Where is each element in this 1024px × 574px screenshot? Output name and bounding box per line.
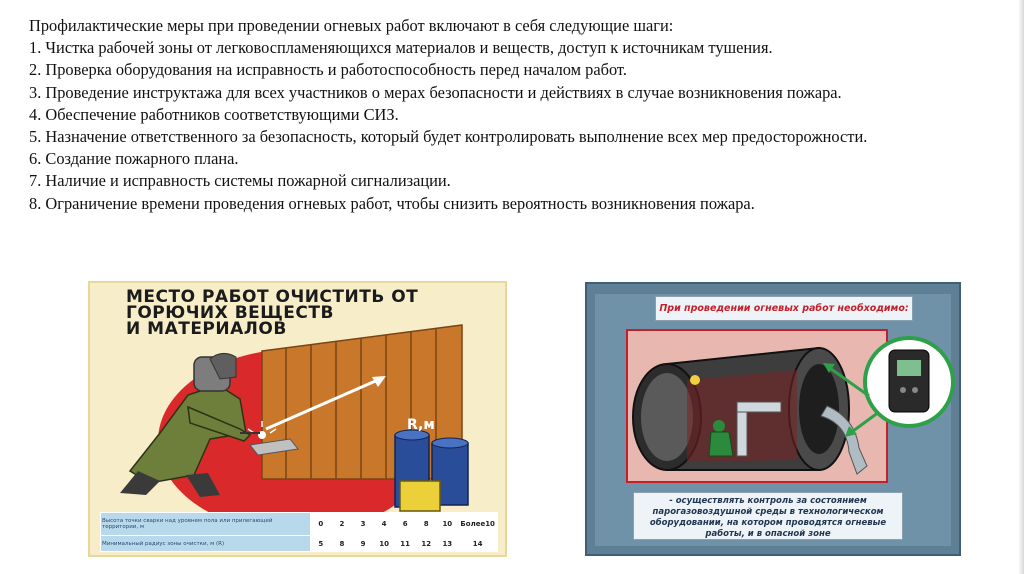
table-cell: 13	[437, 536, 458, 552]
table-cell: 11	[395, 536, 416, 552]
poster-right-heading: При проведении огневых работ необходимо:	[655, 296, 913, 321]
page-edge-shadow	[1018, 0, 1024, 574]
table-cell: 10	[374, 536, 395, 552]
poster-right-caption: - осуществлять контроль за состоянием парогазовоздушной среды в технологическом оборудовании, на котором проводятся огневые работы, и в опасной зоне	[633, 492, 903, 540]
step-5: 5. Назначение ответственного за безопасность, который будет контролировать выполнение всех мер предосторожности.	[29, 127, 868, 147]
table-cell: 6	[395, 513, 416, 536]
table-row	[101, 513, 498, 536]
step-7: 7. Наличие и исправность системы пожарной сигнализации.	[29, 171, 451, 191]
step-3: 3. Проведение инструктажа для всех участников о мерах безопасности и действиях в случае возникновения пожара.	[29, 82, 842, 102]
table-cell: 5	[310, 536, 331, 552]
lamp-icon	[690, 375, 700, 385]
table-cell: 4	[374, 513, 395, 536]
step-2: 2. Проверка оборудования на исправность и работоспособность перед началом работ.	[29, 60, 627, 80]
intro-text: Профилактические меры при проведении огневых работ включают в себя следующие шаги:	[29, 16, 674, 35]
step-1: 1. Чистка рабочей зоны от легковоспламеняющихся материалов и веществ, доступ к источникам тушения.	[29, 38, 773, 58]
table-cell: Более10	[458, 513, 498, 536]
table-cell: 9	[352, 536, 373, 552]
table-cell: 12	[416, 536, 437, 552]
table-cell: 8	[331, 536, 352, 552]
poster-left-heading: МЕСТО РАБОТ ОЧИСТИТЬ ОТ ГОРЮЧИХ ВЕЩЕСТВ И МАТЕРИАЛОВ	[126, 287, 419, 339]
table-cell: 8	[416, 513, 437, 536]
measures-text	[29, 15, 989, 215]
radius-label: R,м	[407, 417, 435, 433]
table-row	[101, 536, 498, 552]
table-cell: 3	[352, 513, 373, 536]
row2-label: Минимальный радиус зоны очистки, м (R)	[101, 536, 311, 552]
step-4: 4. Обеспечение работников соответствующими СИЗ.	[29, 104, 399, 124]
cleanup-zone-poster	[88, 281, 507, 557]
table-cell: 2	[331, 513, 352, 536]
step-6: 6. Создание пожарного плана.	[29, 149, 239, 169]
table-cell: 0	[310, 513, 331, 536]
table-cell: 10	[437, 513, 458, 536]
row1-label: Высота точки сварки над уровнем пола или прилегающей территории, м	[101, 513, 311, 536]
step-8: 8. Ограничение времени проведения огневых работ, чтобы снизить вероятность возникновения пожара.	[29, 193, 755, 213]
table-cell: 14	[458, 536, 498, 552]
clearance-table	[100, 512, 498, 552]
gas-monitoring-poster	[585, 282, 961, 556]
